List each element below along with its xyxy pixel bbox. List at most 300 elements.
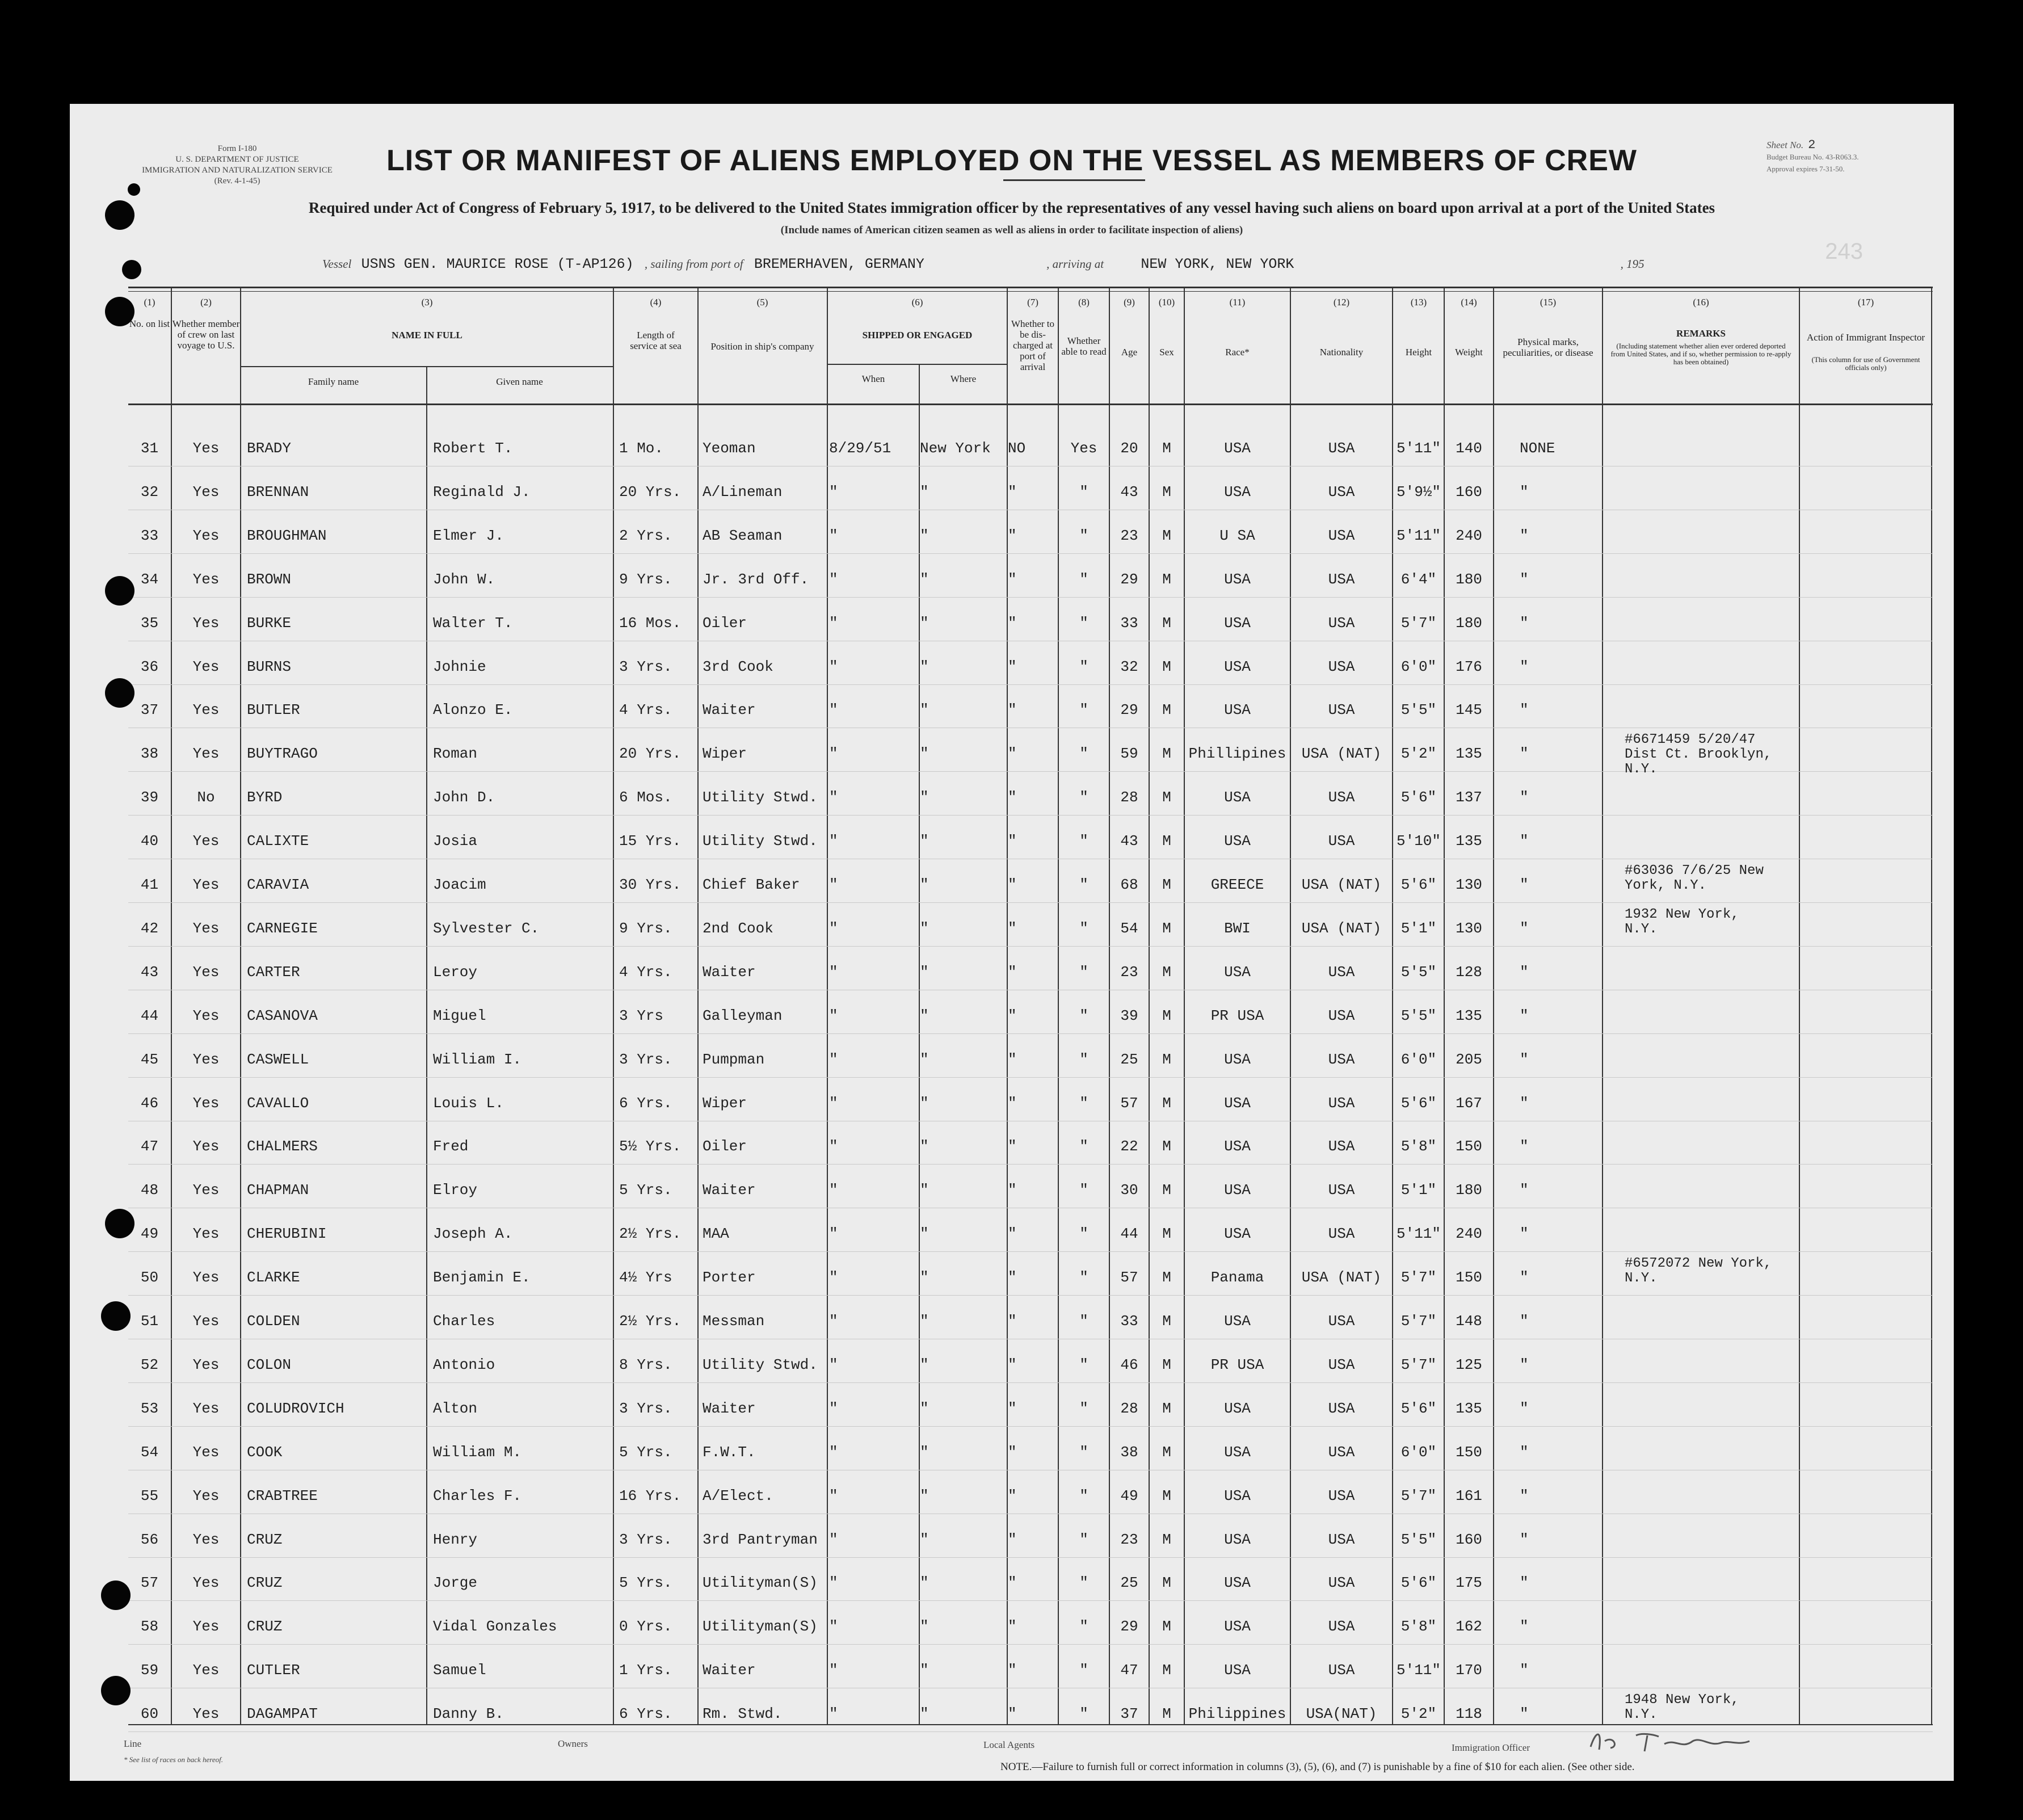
age: 28 bbox=[1120, 1399, 1138, 1417]
physical-marks: " bbox=[1520, 1050, 1529, 1068]
length-of-service: 1 Mo. bbox=[619, 440, 664, 457]
row-number: 53 bbox=[140, 1399, 159, 1417]
to-be-discharged: " bbox=[1008, 789, 1017, 806]
physical-marks: " bbox=[1520, 1399, 1529, 1417]
length-of-service: 9 Yrs. bbox=[619, 919, 672, 937]
physical-marks: NONE bbox=[1520, 440, 1555, 457]
length-of-service: 20 Yrs. bbox=[619, 483, 682, 501]
shipped-when: " bbox=[829, 1094, 838, 1112]
physical-marks: " bbox=[1520, 658, 1529, 675]
shipped-when: " bbox=[829, 1399, 838, 1417]
sex: M bbox=[1162, 1050, 1171, 1068]
weight: 135 bbox=[1456, 833, 1482, 850]
nationality: USA bbox=[1328, 1662, 1355, 1679]
age: 32 bbox=[1120, 658, 1138, 675]
sex: M bbox=[1162, 1007, 1171, 1024]
weight: 135 bbox=[1456, 1007, 1482, 1024]
shipped-when: " bbox=[829, 963, 838, 981]
height: 5'5" bbox=[1400, 963, 1437, 981]
ship-position: Waiter bbox=[703, 1662, 756, 1679]
col12-header: Nationality bbox=[1319, 347, 1364, 358]
punch-hole bbox=[105, 678, 134, 708]
length-of-service: 5 Yrs. bbox=[619, 1574, 672, 1592]
sex: M bbox=[1162, 483, 1171, 501]
sex: M bbox=[1162, 701, 1171, 719]
race: PR USA bbox=[1210, 1356, 1264, 1373]
crew-last-voyage: Yes bbox=[192, 1094, 220, 1112]
shipped-when: " bbox=[829, 701, 838, 719]
col15-header: Physical marks, peculiarities, or disease bbox=[1503, 337, 1593, 358]
remarks: #63036 7/6/25 New York, N.Y. bbox=[1625, 863, 1764, 893]
able-to-read: " bbox=[1079, 919, 1088, 937]
race: USA bbox=[1224, 789, 1251, 806]
to-be-discharged: " bbox=[1008, 1356, 1017, 1373]
length-of-service: 4 Yrs. bbox=[619, 701, 672, 719]
row-number: 42 bbox=[140, 919, 159, 937]
col4-num: (4) bbox=[650, 297, 662, 308]
to-be-discharged: " bbox=[1008, 658, 1017, 675]
nationality: USA bbox=[1328, 570, 1355, 588]
given-name: Louis L. bbox=[433, 1094, 504, 1112]
row-rule bbox=[128, 684, 1933, 685]
physical-marks: " bbox=[1520, 483, 1529, 501]
punch-hole bbox=[128, 183, 140, 196]
age: 28 bbox=[1120, 789, 1138, 806]
physical-marks: " bbox=[1520, 745, 1529, 763]
able-to-read: " bbox=[1079, 833, 1088, 850]
length-of-service: 5½ Yrs. bbox=[619, 1138, 682, 1155]
col5-num: (5) bbox=[756, 297, 768, 308]
age: 59 bbox=[1120, 745, 1138, 763]
shipped-when: " bbox=[829, 1487, 838, 1504]
physical-marks: " bbox=[1520, 1487, 1529, 1504]
family-name: CLARKE bbox=[247, 1269, 300, 1287]
age: 47 bbox=[1120, 1662, 1138, 1679]
able-to-read: " bbox=[1079, 570, 1088, 588]
crew-last-voyage: Yes bbox=[192, 1399, 220, 1417]
physical-marks: " bbox=[1520, 1094, 1529, 1112]
physical-marks: " bbox=[1520, 1705, 1529, 1723]
sex: M bbox=[1162, 789, 1171, 806]
to-be-discharged: " bbox=[1008, 963, 1017, 981]
arriving-label: , arriving at bbox=[1046, 257, 1104, 271]
sex: M bbox=[1162, 745, 1171, 763]
race: USA bbox=[1224, 1487, 1251, 1504]
shipped-when: " bbox=[829, 527, 838, 544]
col17-subheader: (This column for use of Government officials only) bbox=[1811, 355, 1920, 372]
nationality: USA bbox=[1328, 1531, 1355, 1548]
col5-header: Position in ship's company bbox=[710, 341, 814, 352]
departure-port: BREMERHAVEN, GERMANY bbox=[754, 256, 924, 272]
remarks: 1932 New York, N.Y. bbox=[1625, 906, 1739, 937]
length-of-service: 8 Yrs. bbox=[619, 1356, 672, 1373]
col13-header: Height bbox=[1405, 347, 1432, 358]
height: 5'1" bbox=[1400, 1182, 1437, 1199]
length-of-service: 5 Yrs. bbox=[619, 1182, 672, 1199]
crew-last-voyage: Yes bbox=[192, 614, 220, 632]
height: 5'9½" bbox=[1396, 483, 1441, 501]
officer-signature bbox=[1579, 1724, 1761, 1758]
race: USA bbox=[1224, 1094, 1251, 1112]
row-number: 58 bbox=[140, 1618, 159, 1636]
family-name: BRADY bbox=[247, 440, 292, 457]
race: USA bbox=[1224, 658, 1251, 675]
weight: 130 bbox=[1456, 919, 1482, 937]
physical-marks: " bbox=[1520, 1356, 1529, 1373]
shipped-when: " bbox=[829, 1269, 838, 1287]
nationality: USA bbox=[1328, 1225, 1355, 1243]
race: USA bbox=[1224, 833, 1251, 850]
height: 5'10" bbox=[1396, 833, 1441, 850]
shipped-when: " bbox=[829, 1007, 838, 1024]
race: USA bbox=[1224, 963, 1251, 981]
weight: 150 bbox=[1456, 1269, 1482, 1287]
grid-line bbox=[1392, 288, 1393, 1724]
family-name: CRUZ bbox=[247, 1618, 283, 1636]
approval-expires: Approval expires 7-31-50. bbox=[1767, 165, 1845, 173]
crew-last-voyage: Yes bbox=[192, 701, 220, 719]
height: 5'5" bbox=[1400, 701, 1437, 719]
sailing-label: , sailing from port of bbox=[644, 257, 743, 271]
given-name: Sylvester C. bbox=[433, 919, 540, 937]
to-be-discharged: " bbox=[1008, 919, 1017, 937]
to-be-discharged: " bbox=[1008, 701, 1017, 719]
ship-position: Waiter bbox=[703, 1182, 756, 1199]
col17-num: (17) bbox=[1857, 297, 1874, 308]
col2-header: Whether member of crew on last voyage to U.S. bbox=[172, 318, 240, 351]
ship-position: Utilityman(S) bbox=[703, 1618, 818, 1636]
height: 5'11" bbox=[1396, 1662, 1441, 1679]
row-rule bbox=[128, 1251, 1933, 1252]
weight: 160 bbox=[1456, 1531, 1482, 1548]
race: USA bbox=[1224, 1138, 1251, 1155]
given-name: Reginald J. bbox=[433, 483, 531, 501]
height: 5'7" bbox=[1400, 614, 1437, 632]
to-be-discharged: " bbox=[1008, 1050, 1017, 1068]
sex: M bbox=[1162, 876, 1171, 893]
punch-hole bbox=[105, 297, 134, 326]
race: GREECE bbox=[1210, 876, 1264, 893]
grid-line bbox=[1602, 288, 1603, 1724]
sex: M bbox=[1162, 527, 1171, 544]
given-name: Samuel bbox=[433, 1662, 486, 1679]
race: USA bbox=[1224, 1225, 1251, 1243]
crew-last-voyage: Yes bbox=[192, 440, 220, 457]
nationality: USA bbox=[1328, 483, 1355, 501]
length-of-service: 3 Yrs. bbox=[619, 1531, 672, 1548]
height: 5'2" bbox=[1400, 745, 1437, 763]
shipped-where: " bbox=[920, 614, 929, 632]
physical-marks: " bbox=[1520, 1443, 1529, 1461]
able-to-read: " bbox=[1079, 1007, 1088, 1024]
length-of-service: 6 Mos. bbox=[619, 789, 672, 806]
nationality: USA bbox=[1328, 963, 1355, 981]
punch-hole bbox=[101, 1581, 131, 1610]
age: 23 bbox=[1120, 527, 1138, 544]
budget-bureau: Budget Bureau No. 43-R063.3. bbox=[1767, 153, 1859, 161]
family-name: CUTLER bbox=[247, 1662, 300, 1679]
crew-last-voyage: Yes bbox=[192, 1531, 220, 1548]
age: 29 bbox=[1120, 570, 1138, 588]
age: 22 bbox=[1120, 1138, 1138, 1155]
crew-last-voyage: Yes bbox=[192, 1269, 220, 1287]
grid-line bbox=[827, 288, 828, 1724]
col14-header: Weight bbox=[1455, 347, 1483, 358]
remarks: #6671459 5/20/47 Dist Ct. Brooklyn, N.Y. bbox=[1625, 732, 1772, 777]
ship-position: A/Elect. bbox=[703, 1487, 773, 1504]
age: 29 bbox=[1120, 701, 1138, 719]
col3-header: NAME IN FULL bbox=[392, 330, 462, 341]
crew-last-voyage: Yes bbox=[192, 1574, 220, 1592]
ship-position: Oiler bbox=[703, 614, 747, 632]
shipped-when: " bbox=[829, 1050, 838, 1068]
sex: M bbox=[1162, 963, 1171, 981]
shipped-when: " bbox=[829, 876, 838, 893]
service-name: IMMIGRATION AND NATURALIZATION SERVICE bbox=[142, 166, 333, 175]
immigration-officer-label: Immigration Officer bbox=[1452, 1742, 1530, 1753]
height: 5'1" bbox=[1400, 919, 1437, 937]
family-name: CRUZ bbox=[247, 1574, 283, 1592]
to-be-discharged: " bbox=[1008, 1399, 1017, 1417]
weight: 135 bbox=[1456, 1399, 1482, 1417]
shipped-where: " bbox=[920, 1487, 929, 1504]
shipped-where: " bbox=[920, 1182, 929, 1199]
nationality: USA bbox=[1328, 1356, 1355, 1373]
race: USA bbox=[1224, 570, 1251, 588]
punch-hole bbox=[101, 1301, 131, 1331]
weight: 167 bbox=[1456, 1094, 1482, 1112]
department-name: U. S. DEPARTMENT OF JUSTICE bbox=[175, 155, 299, 164]
vessel-name: USNS GEN. MAURICE ROSE (T-AP126) bbox=[361, 256, 634, 272]
age: 68 bbox=[1120, 876, 1138, 893]
shipped-where: " bbox=[920, 483, 929, 501]
ship-position: Porter bbox=[703, 1269, 756, 1287]
row-number: 40 bbox=[140, 833, 159, 850]
weight: 180 bbox=[1456, 614, 1482, 632]
sheet-number: 2 bbox=[1808, 138, 1816, 152]
nationality: USA bbox=[1328, 1618, 1355, 1636]
race: USA bbox=[1224, 440, 1251, 457]
race: USA bbox=[1224, 1531, 1251, 1548]
row-rule bbox=[128, 1557, 1933, 1558]
able-to-read: " bbox=[1079, 963, 1088, 981]
length-of-service: 2½ Yrs. bbox=[619, 1313, 682, 1330]
shipped-where: " bbox=[920, 789, 929, 806]
given-name: Robert T. bbox=[433, 440, 513, 457]
grid-line bbox=[128, 287, 1933, 288]
col16-num: (16) bbox=[1693, 297, 1709, 308]
to-be-discharged: " bbox=[1008, 614, 1017, 632]
weight: 162 bbox=[1456, 1618, 1482, 1636]
age: 30 bbox=[1120, 1182, 1138, 1199]
given-name-header: Given name bbox=[496, 376, 543, 387]
height: 5'8" bbox=[1400, 1618, 1437, 1636]
age: 44 bbox=[1120, 1225, 1138, 1243]
height: 6'4" bbox=[1400, 570, 1437, 588]
shipped-when: " bbox=[829, 570, 838, 588]
able-to-read: " bbox=[1079, 527, 1088, 544]
remarks: #6572072 New York, N.Y. bbox=[1625, 1256, 1772, 1287]
crew-last-voyage: Yes bbox=[192, 1313, 220, 1330]
row-number: 44 bbox=[140, 1007, 159, 1024]
height: 5'6" bbox=[1400, 876, 1437, 893]
row-number: 49 bbox=[140, 1225, 159, 1243]
sex: M bbox=[1162, 1443, 1171, 1461]
height: 5'8" bbox=[1400, 1138, 1437, 1155]
penalty-note: NOTE.—Failure to furnish full or correct information in columns (3), (5), (6), and (7) is punishable by a fine of $10 for each alien. (See other side. bbox=[1000, 1761, 1635, 1773]
title-underline bbox=[1003, 179, 1145, 181]
height: 5'2" bbox=[1400, 1705, 1437, 1723]
crew-last-voyage: Yes bbox=[192, 1007, 220, 1024]
shipped-where: " bbox=[920, 1705, 929, 1723]
ship-position: Jr. 3rd Off. bbox=[703, 570, 809, 588]
grid-line bbox=[697, 288, 699, 1724]
crew-last-voyage: Yes bbox=[192, 876, 220, 893]
owners-label: Owners bbox=[558, 1738, 588, 1749]
family-name: BYRD bbox=[247, 789, 283, 806]
height: 5'5" bbox=[1400, 1007, 1437, 1024]
given-name: Jorge bbox=[433, 1574, 478, 1592]
length-of-service: 3 Yrs. bbox=[619, 658, 672, 675]
crew-last-voyage: Yes bbox=[192, 833, 220, 850]
grid-line bbox=[128, 291, 1933, 292]
shipped-where: " bbox=[920, 1399, 929, 1417]
col7-header: Whether to be dis-charged at port of arrival bbox=[1011, 318, 1054, 372]
nationality: USA bbox=[1328, 789, 1355, 806]
local-agents-label: Local Agents bbox=[983, 1739, 1035, 1750]
sheet-label: Sheet No. bbox=[1767, 140, 1804, 150]
manifest-sheet bbox=[70, 104, 1954, 1781]
physical-marks: " bbox=[1520, 570, 1529, 588]
weight: 175 bbox=[1456, 1574, 1482, 1592]
crew-last-voyage: Yes bbox=[192, 1050, 220, 1068]
nationality: USA bbox=[1328, 1574, 1355, 1592]
age: 29 bbox=[1120, 1618, 1138, 1636]
able-to-read: " bbox=[1079, 1399, 1088, 1417]
family-name: CALIXTE bbox=[247, 833, 309, 850]
physical-marks: " bbox=[1520, 1313, 1529, 1330]
to-be-discharged: " bbox=[1008, 1618, 1017, 1636]
col9-header: Age bbox=[1121, 347, 1138, 358]
able-to-read: Yes bbox=[1070, 440, 1097, 457]
length-of-service: 1 Yrs. bbox=[619, 1662, 672, 1679]
to-be-discharged: " bbox=[1008, 1443, 1017, 1461]
physical-marks: " bbox=[1520, 1662, 1529, 1679]
races-note: * See list of races on back hereof. bbox=[124, 1755, 223, 1764]
length-of-service: 4½ Yrs bbox=[619, 1269, 672, 1287]
family-name: CARNEGIE bbox=[247, 919, 318, 937]
physical-marks: " bbox=[1520, 1007, 1529, 1024]
shipped-where: " bbox=[920, 1225, 929, 1243]
nationality: USA bbox=[1328, 527, 1355, 544]
ship-position: Yeoman bbox=[703, 440, 756, 457]
physical-marks: " bbox=[1520, 919, 1529, 937]
given-name: Charles bbox=[433, 1313, 495, 1330]
shipped-when: " bbox=[829, 614, 838, 632]
crew-last-voyage: Yes bbox=[192, 1356, 220, 1373]
weight: 140 bbox=[1456, 440, 1482, 457]
shipped-when-header: When bbox=[861, 373, 885, 384]
document-title: LIST OR MANIFEST OF ALIENS EMPLOYED ON THE VESSEL AS MEMBERS OF CREW bbox=[386, 144, 1637, 177]
nationality: USA bbox=[1328, 1443, 1355, 1461]
nationality: USA(NAT) bbox=[1306, 1705, 1377, 1723]
shipped-where: " bbox=[920, 1138, 929, 1155]
shipped-when: " bbox=[829, 789, 838, 806]
weight: 137 bbox=[1456, 789, 1482, 806]
remarks: 1948 New York, N.Y. bbox=[1625, 1692, 1739, 1723]
ship-position: Wiper bbox=[703, 1094, 747, 1112]
length-of-service: 6 Yrs. bbox=[619, 1705, 672, 1723]
shipped-where: New York bbox=[920, 440, 991, 457]
ship-position: Chief Baker bbox=[703, 876, 800, 893]
to-be-discharged: " bbox=[1008, 1269, 1017, 1287]
shipped-when: 8/29/51 bbox=[829, 440, 891, 457]
to-be-discharged: " bbox=[1008, 483, 1017, 501]
crew-last-voyage: Yes bbox=[192, 658, 220, 675]
physical-marks: " bbox=[1520, 527, 1529, 544]
physical-marks: " bbox=[1520, 833, 1529, 850]
family-name: CHERUBINI bbox=[247, 1225, 327, 1243]
nationality: USA bbox=[1328, 833, 1355, 850]
crew-last-voyage: Yes bbox=[192, 919, 220, 937]
to-be-discharged: " bbox=[1008, 1574, 1017, 1592]
weight: 148 bbox=[1456, 1313, 1482, 1330]
shipped-when: " bbox=[829, 1225, 838, 1243]
height: 5'6" bbox=[1400, 1094, 1437, 1112]
weight: 128 bbox=[1456, 963, 1482, 981]
family-name: BUTLER bbox=[247, 701, 300, 719]
height: 5'7" bbox=[1400, 1487, 1437, 1504]
punch-hole bbox=[105, 576, 134, 606]
sex: M bbox=[1162, 1225, 1171, 1243]
to-be-discharged: " bbox=[1008, 1313, 1017, 1330]
row-number: 48 bbox=[140, 1182, 159, 1199]
shipped-when: " bbox=[829, 1705, 838, 1723]
family-name: COOK bbox=[247, 1443, 283, 1461]
shipped-when: " bbox=[829, 1138, 838, 1155]
col16-header: REMARKS bbox=[1676, 328, 1726, 339]
crew-last-voyage: Yes bbox=[192, 527, 220, 544]
race: U SA bbox=[1219, 527, 1255, 544]
length-of-service: 3 Yrs. bbox=[619, 1050, 672, 1068]
row-number: 41 bbox=[140, 876, 159, 893]
shipped-when: " bbox=[829, 745, 838, 763]
family-name: CRUZ bbox=[247, 1531, 283, 1548]
race: USA bbox=[1224, 1399, 1251, 1417]
to-be-discharged: " bbox=[1008, 833, 1017, 850]
nationality: USA bbox=[1328, 1182, 1355, 1199]
given-name: William M. bbox=[433, 1443, 522, 1461]
family-name: COLON bbox=[247, 1356, 292, 1373]
form-revision: (Rev. 4-1-45) bbox=[214, 176, 260, 186]
sheet-number-block bbox=[1767, 139, 1903, 175]
shipped-where: " bbox=[920, 1094, 929, 1112]
height: 5'6" bbox=[1400, 789, 1437, 806]
shipped-where: " bbox=[920, 1050, 929, 1068]
row-number: 60 bbox=[140, 1705, 159, 1723]
ship-position: AB Seaman bbox=[703, 527, 783, 544]
sex: M bbox=[1162, 919, 1171, 937]
row-number: 43 bbox=[140, 963, 159, 981]
sex: M bbox=[1162, 833, 1171, 850]
shipped-where: " bbox=[920, 1574, 929, 1592]
row-number: 38 bbox=[140, 745, 159, 763]
shipped-where: " bbox=[920, 527, 929, 544]
grid-line bbox=[1799, 288, 1800, 1724]
required-statement: Required under Act of Congress of February 5, 1917, to be delivered to the United States immigration officer by the representatives of any vessel having such aliens on board upon arrival at a port of the United States bbox=[308, 199, 1715, 216]
height: 6'0" bbox=[1400, 658, 1437, 675]
row-number: 57 bbox=[140, 1574, 159, 1592]
